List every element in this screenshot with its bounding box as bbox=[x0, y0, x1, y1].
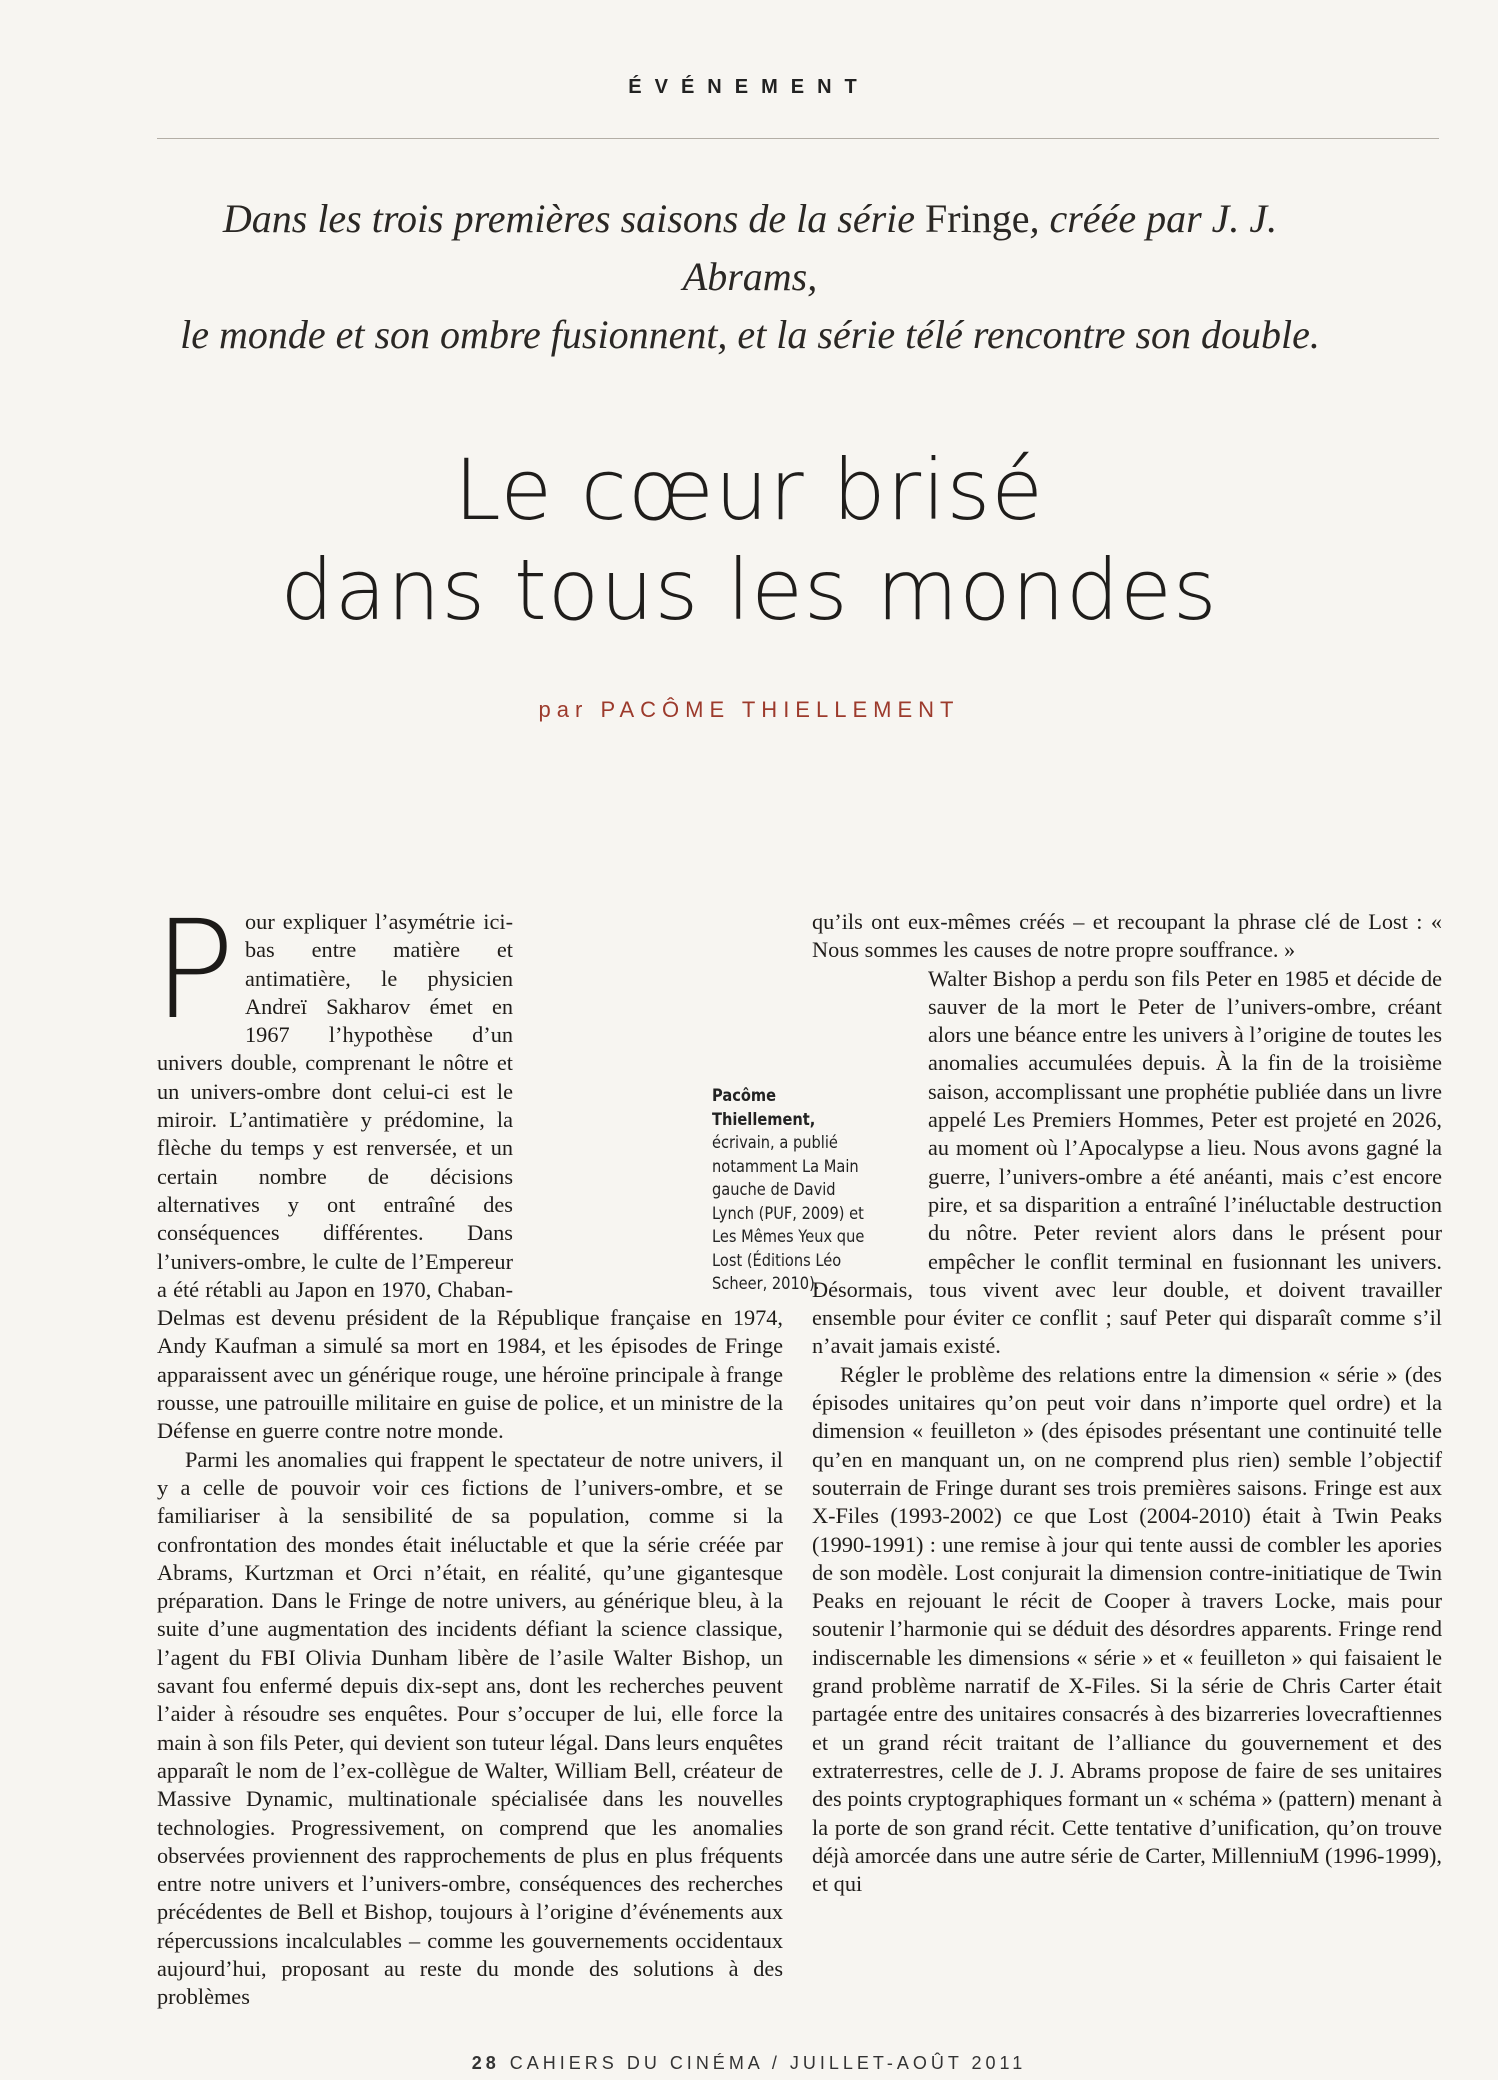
section-kicker: ÉVÉNEMENT bbox=[628, 76, 870, 98]
deck-line1-c: , créée par J. J. Abrams, bbox=[682, 196, 1278, 299]
deck-line1-a: Dans les trois premières saisons de la série bbox=[222, 196, 926, 241]
byline: par PACÔME THIELLEMENT bbox=[538, 697, 960, 722]
paragraph: Régler le problème des relations entre la dimension « série » (des épisodes unitaires qu’on peut voir dans n’importe quel ordre) et la dimension « feuilleton » (des épisodes présentant une continuité telle qu’en en manquant un, on ne comprend plus rien) semble l’objectif souterrain de Fringe durant ses trois premières saisons. Fringe est aux X-Files (1993-2002) ce que Lost (2004-2010) était à Twin Peaks (1990-1991) : une remise à jour qui tente aussi de combler les apories de son modèle. Lost conjurait la dimension contre-initiatique de Twin Peaks en rejouant le récit de Cooper à travers Locke, mais pour soutenir l’harmonie qui se déduit des désordres apparents. Fringe rend indiscernable les dimensions « série » et « feuilleton » qui faisaient le grand problème narratif de X-Files. Si la série de Chris Carter était partagée entre des unitaires consacrés à des bizarreries lovecraftiennes et un grand récit traitant de l’alliance du gouvernement et des extraterrestres, celle de J. J. Abrams propose de faire de ses unitaires des points cryptographiques formant un « schéma » (pattern) menant à la porte de son grand récit. Cette tentative d’unification, qu’on trouve déjà amorcée dans une autre série de Carter, MillenniuM (1996-1999), et qui bbox=[812, 1361, 1442, 1897]
deck-line2: le monde et son ombre fusionnent, et la série télé rencontre son double. bbox=[180, 312, 1320, 357]
paragraph: Parmi les anomalies qui frappent le spectateur de notre univers, il y a celle de pouvoir voir ces fictions de l’univers-ombre, et se familiariser à la sensibilité de sa population, comme si la confrontation des mondes était inéluctable et que la série créée par Abrams, Kurtzman et Orci n’était, en réalité, qu’une gigantesque préparation. Dans le Fringe de notre univers, au générique bleu, à la suite d’une augmentation des incidents défiant la science classique, l’agent du FBI Olivia Dunham libère de l’asile Walter Bishop, un savant fou enfermé depuis dix-sept ans, dont les recherches peuvent l’aider à résoudre ses enquêtes. Pour s’occuper de lui, elle force la main à son fils Peter, qui devient son tuteur légal. Dans leurs enquêtes apparaît le nom de l’ex-collègue de Walter, William Bell, créateur de Massive Dynamic, multinationale spécialisée dans les nouvelles technologies. Progressivement, on comprend que les anomalies observées proviennent des rapprochements de plus en plus fréquents entre notre univers et l’univers-ombre, conséquences des recherches précédentes de Bell et Bishop, toujours à l’origine d’événements aux répercussions incalculables – comme les gouvernements occidentaux aujourd’hui, proposant au reste du monde des solutions à des problèmes bbox=[157, 1446, 783, 2010]
page-number: 28 bbox=[471, 2053, 500, 2073]
column-left bbox=[153, 892, 783, 2012]
paragraph: our expliquer l’asymétrie ici-bas entre matière et antimatière, le physicien Andreï Sakharov émet en 1967 l’hypothèse d’un univers double, comprenant le nôtre et un univers-ombre dont celui-ci est le miroir. L’antimatière y prédomine, la flèche du temps y est renversée, et un certain nombre de décisions alternatives y ont entraîné des conséquences différentes. Dans l’univers-ombre, le culte de l’Empereur a été rétabli au Japon en 1970, Chaban-Delmas est devenu président de la République française en 1974, Andy Kaufman a simulé sa mort en 1984, et les épisodes de Fringe apparaissent avec un générique rouge, une héroïne principale à frange rousse, une patrouille militaire en guise de police, et un ministre de la Défense en guerre contre notre monde. bbox=[157, 909, 783, 1444]
paragraph: Walter Bishop a perdu son fils Peter en 1985 et décide de sauver de la mort le Peter de l’univers-ombre, créant alors une béance entre les univers à l’origine de toutes les anomalies accumulées depuis. À la fin de la troisième saison, accomplissant une prophétie publiée dans un livre appelé Les Premiers Hommes, Peter est projeté en 2026, au moment où l’Apocalypse a lieu. Nous avons gagné la guerre, l’univers-ombre a été anéanti, mais c’est encore pire, et sa disparition a entraîné l’inéluctable destruction du nôtre. Peter revient alors dans le présent pour empêcher le conflit terminal en fusionnant les univers. Désormais, tous vivent avec leur double, et doivent travailler ensemble pour éviter ce conflit ; sauf Peter qui disparaît comme s’il n’avait jamais existé. bbox=[812, 965, 1442, 1359]
headline-line2: dans tous les mondes bbox=[280, 541, 1218, 639]
header-rule bbox=[157, 138, 1439, 139]
column-right bbox=[812, 908, 1442, 1898]
publication-info: CAHIERS DU CINÉMA / JUILLET-AOÛT 2011 bbox=[509, 2053, 1027, 2073]
headline-line1: Le cœur brisé bbox=[454, 441, 1044, 539]
deck-series-title: Fringe bbox=[925, 196, 1030, 241]
author-bio-box bbox=[712, 1085, 867, 1297]
page-footer bbox=[0, 2053, 1498, 2073]
paragraph: qu’ils ont eux-mêmes créés – et recoupant la phrase clé de Lost : « Nous sommes les causes de notre propre souffrance. » bbox=[812, 909, 1442, 963]
author-name: Pacôme Thiellement, bbox=[712, 1086, 816, 1130]
author-bio: écrivain, a publié notamment La Main gauche de David Lynch (PUF, 2009) et Les Mêmes Yeux que Lost (Éditions Léo Scheer, 2010). bbox=[712, 1133, 865, 1294]
drop-cap: P bbox=[153, 892, 236, 1050]
article-deck bbox=[180, 190, 1320, 364]
article-headline bbox=[0, 440, 1498, 640]
